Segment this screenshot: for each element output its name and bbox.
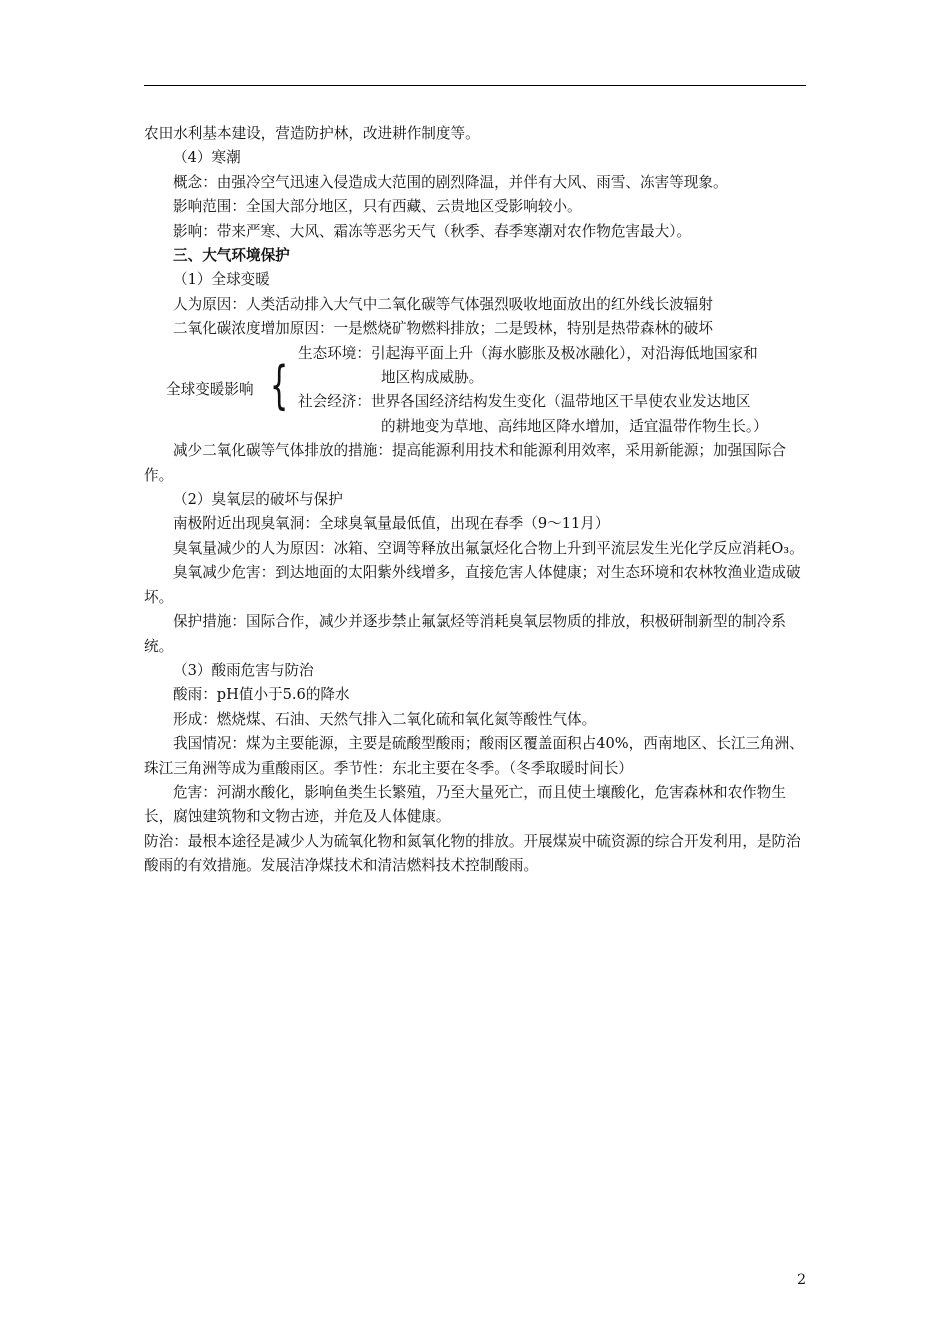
paragraph: 防治：最根本途径是减少人为硫氧化物和氮氧化物的排放。开展煤炭中硫资源的综合开发利用，是防治酸雨的有效措施。发展洁净煤技术和清洁燃料技术控制酸雨。 xyxy=(144,832,801,875)
paragraph: 农田水利基本建设，营造防护林，改进耕作制度等。 xyxy=(144,125,480,142)
paragraph: 影响：带来严寒、大风、霜冻等恶劣天气（秋季、春季寒潮对农作物危害最大）。 xyxy=(173,222,692,240)
paragraph: 人为原因：人类活动排入大气中二氧化碳等气体强烈吸收地面放出的红外线长波辐射 xyxy=(173,295,713,313)
paragraph: 二氧化碳浓度增加原因：一是燃烧矿物燃料排放；二是毁林，特别是热带森林的破坏 xyxy=(173,320,713,338)
brace-line-economy: 社会经济：世界各国经济结构发生变化（温带地区干旱使农业发达地区 xyxy=(298,393,751,411)
left-brace-icon: { xyxy=(270,355,289,416)
section-heading-global-warming: （1）全球变暖 xyxy=(173,271,270,289)
section-heading-ozone: （2）臭氧层的破坏与保护 xyxy=(173,491,343,509)
document-body xyxy=(144,122,806,879)
brace-line-economy-cont: 的耕地变为草地、高纬地区降水增加，适宜温带作物生长。） xyxy=(381,417,768,435)
paragraph: 南极附近出现臭氧洞：全球臭氧量最低值，出现在春季（9～11月） xyxy=(173,515,610,533)
page-number: 2 xyxy=(797,1272,806,1288)
paragraph: 影响范围：全国大部分地区，只有西藏、云贵地区受影响较小。 xyxy=(173,198,582,216)
brace-line-ecology-cont: 地区构成威胁。 xyxy=(381,369,484,387)
paragraph: 危害：河湖水酸化，影响鱼类生长繁殖，乃至大量死亡，而且使土壤酸化，危害森林和农作物生长，腐蚀建筑物和文物古迹，并危及人体健康。 xyxy=(144,783,786,826)
header-rule xyxy=(144,85,806,86)
paragraph: 概念：由强冷空气迅速入侵造成大范围的剧烈降温，并伴有大风、雨雪、冻害等现象。 xyxy=(173,173,728,191)
paragraph: 臭氧量减少的人为原因：冰箱、空调等释放出氟氯烃化合物上升到平流层发生光化学反应消耗O₃。 xyxy=(173,539,804,557)
brace-label: 全球变暖影响 xyxy=(166,380,254,398)
warming-impact-brace xyxy=(144,342,806,440)
section-heading-cold-wave: （4）寒潮 xyxy=(173,149,241,167)
section-heading-acid-rain: （3）酸雨危害与防治 xyxy=(173,661,314,679)
brace-line-ecology: 生态环境：引起海平面上升（海水膨胀及极冰融化），对沿海低地国家和 xyxy=(298,344,758,362)
paragraph: 臭氧减少危害：到达地面的太阳紫外线增多，直接危害人体健康；对生态环境和农林牧渔业造成破坏。 xyxy=(144,564,801,606)
paragraph: 我国情况：煤为主要能源，主要是硫酸型酸雨；酸雨区覆盖面积占40%，西南地区、长江三角洲、珠江三角洲等成为重酸雨区。季节性：东北主要在冬季。（冬季取暖时间长） xyxy=(144,735,804,777)
paragraph: 减少二氧化碳等气体排放的措施：提高能源利用技术和能源利用效率，采用新能源；加强国际合作。 xyxy=(144,442,786,484)
paragraph: 保护措施：国际合作，减少并逐步禁止氟氯烃等消耗臭氧层物质的排放，积极研制新型的制冷系统。 xyxy=(144,613,786,655)
section-heading-atmosphere-protection: 三、大气环境保护 xyxy=(173,247,290,265)
paragraph: 酸雨：pH值小于5.6的降水 xyxy=(173,686,350,704)
paragraph: 形成：燃烧煤、石油、天然气排入二氧化硫和氧化氮等酸性气体。 xyxy=(173,710,597,728)
